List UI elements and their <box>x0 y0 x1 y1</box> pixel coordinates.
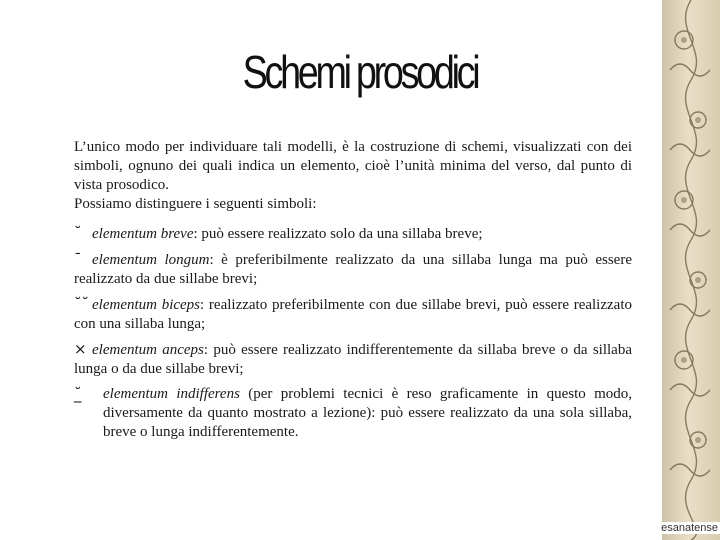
symbol-term: elementum indifferens <box>103 386 240 402</box>
indifferens-symbol-icon: ˘̲ <box>74 385 82 403</box>
symbol-item-breve <box>74 224 632 244</box>
slide-title: Schemi prosodici <box>242 46 478 98</box>
decorative-ornament-border <box>662 0 720 540</box>
symbol-term: elementum biceps <box>92 297 201 313</box>
symbol-term: elementum anceps <box>92 342 204 358</box>
symbol-desc: : può essere realizzato solo da una sillaba breve; <box>193 226 483 242</box>
anceps-symbol-icon: × <box>74 340 87 358</box>
intro-paragraph: L’unico modo per individuare tali modelli, è la costruzione di schemi, visualizzati con dei simboli, ognuno dei quali indica un elemento, cioè l’unità minima del verso, dal punto di vista prosodico. <box>74 139 632 193</box>
symbol-term: elementum longum <box>92 252 210 268</box>
slide-content <box>74 138 632 442</box>
intro-lead: Possiamo distinguere i seguenti simboli: <box>74 196 317 212</box>
symbol-item-anceps <box>74 340 632 379</box>
symbol-item-biceps <box>74 295 632 334</box>
symbol-desc: : realizzato preferibilmente con due sillabe brevi, può essere realizzato con una sillaba lunga; <box>74 297 632 332</box>
biceps-symbol-icon: ˘˘ <box>74 295 89 313</box>
brand-watermark: esanatense <box>658 522 720 534</box>
symbol-item-indifferens <box>74 385 632 442</box>
symbol-term: elementum breve <box>92 226 194 242</box>
longum-symbol-icon: ¯ <box>74 250 82 268</box>
symbol-desc: : può essere realizzato indifferentemente da sillaba breve o da sillaba lunga o da due sillabe brevi; <box>74 342 632 377</box>
symbol-item-longum <box>74 250 632 289</box>
ornament-pattern-icon <box>662 0 720 540</box>
symbol-desc: : è preferibilmente realizzato da una sillaba lunga ma può essere realizzato da due sillabe brevi; <box>74 252 632 287</box>
breve-symbol-icon: ˘ <box>74 224 82 242</box>
symbol-desc: (per problemi tecnici è reso graficamente in questo modo, diversamente da quanto mostrato a lezione): può essere realizzato da una sola sillaba, breve o lunga indifferentemente. <box>103 386 633 440</box>
